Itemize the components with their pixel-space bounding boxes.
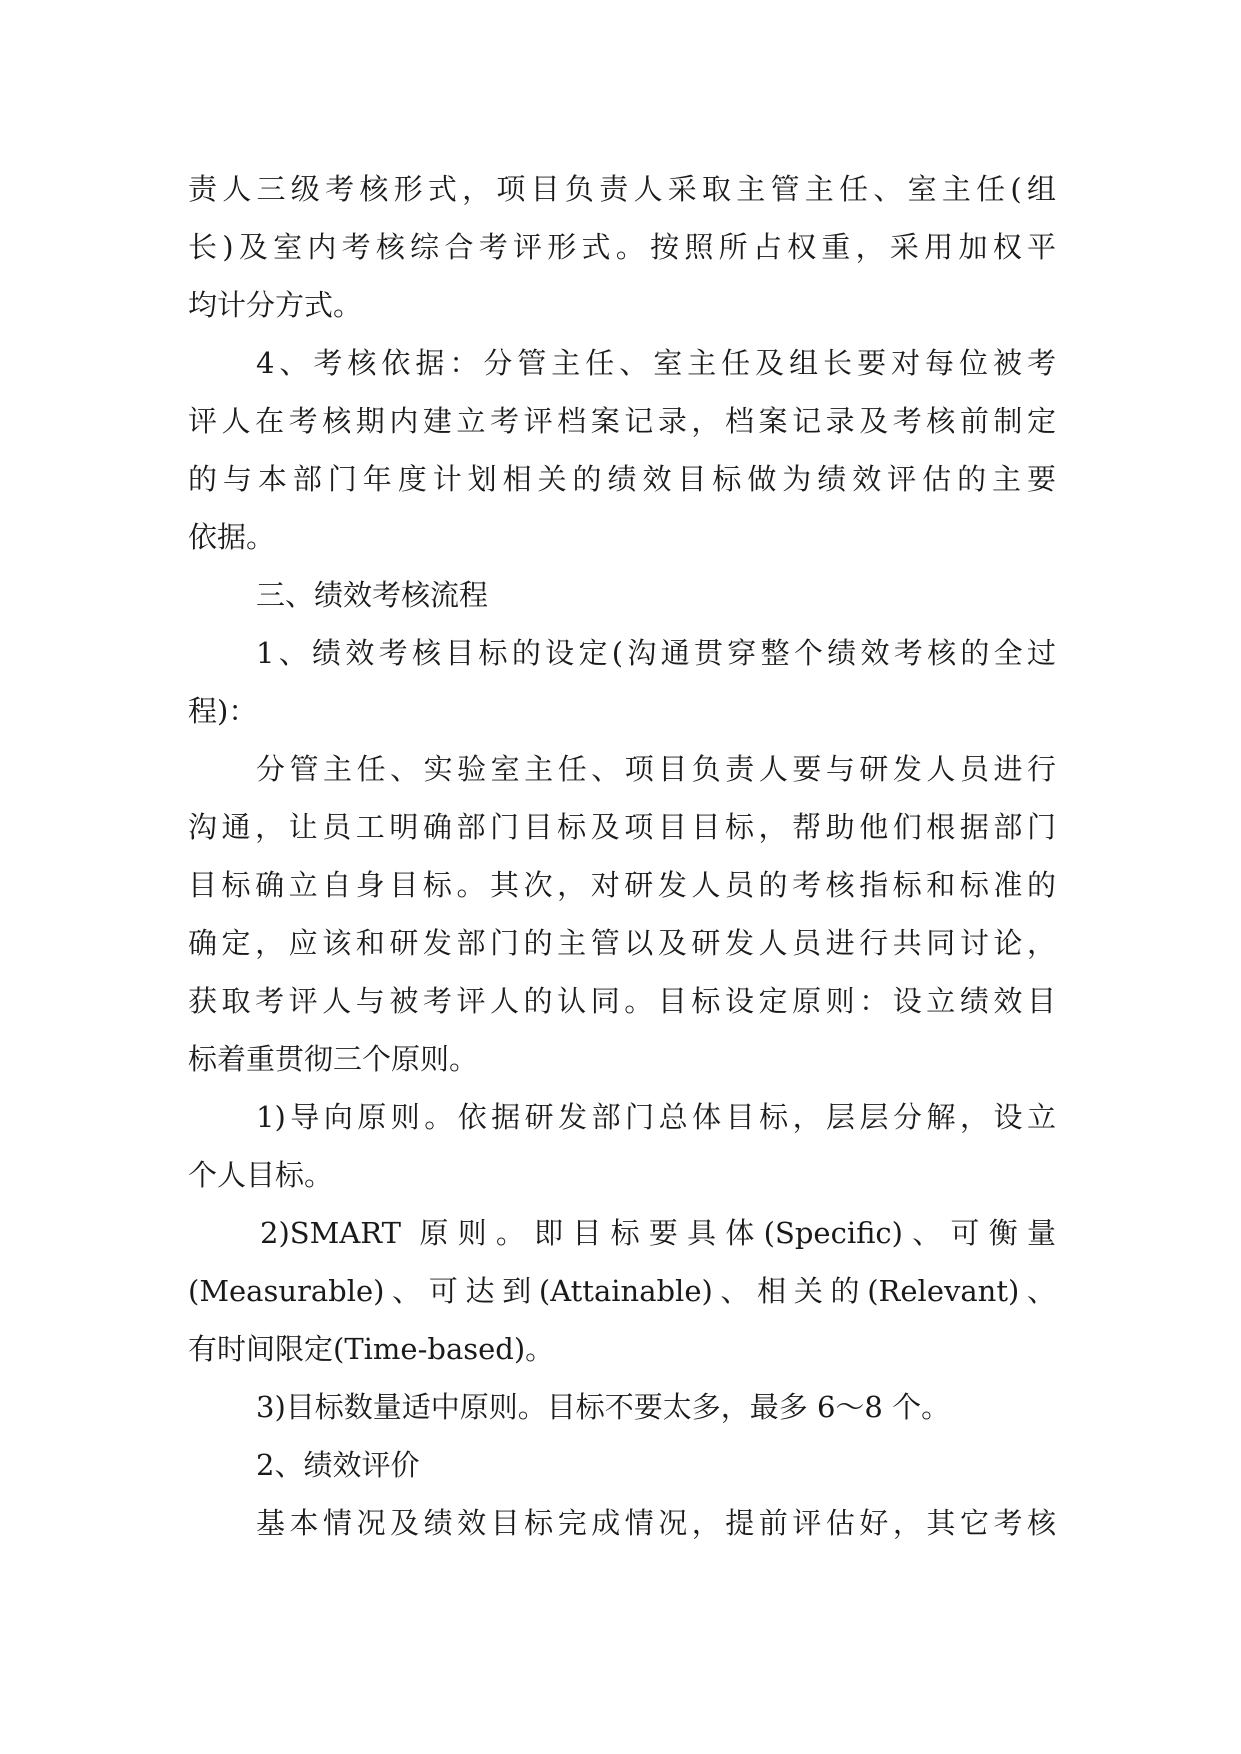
text-line: 目标确立自身目标。其次，对研发人员的考核指标和标准的 bbox=[188, 868, 1056, 902]
text-line: 的与本部门年度计划相关的绩效目标做为绩效评估的主要 bbox=[188, 462, 1056, 496]
text-line: 基本情况及绩效目标完成情况，提前评估好，其它考核 bbox=[256, 1506, 1056, 1540]
text-line: 有时间限定(Time-based)。 bbox=[188, 1332, 555, 1366]
text-line: (Measurable)、可达到(Attainable)、相关的(Relevant)、 bbox=[188, 1274, 1056, 1308]
text-line: 1)导向原则。依据研发部门总体目标，层层分解，设立 bbox=[256, 1100, 1056, 1134]
text-line: 依据。 bbox=[188, 520, 276, 554]
text-line: 沟通，让员工明确部门目标及项目目标，帮助他们根据部门 bbox=[188, 810, 1056, 844]
text-line: 长)及室内考核综合考评形式。按照所占权重，采用加权平 bbox=[188, 230, 1056, 264]
text-line: 责人三级考核形式，项目负责人采取主管主任、室主任(组 bbox=[188, 172, 1056, 206]
text-line: 标着重贯彻三个原则。 bbox=[188, 1042, 479, 1076]
text-line: 评人在考核期内建立考评档案记录，档案记录及考核前制定 bbox=[188, 404, 1056, 438]
section-heading: 2、绩效评价 bbox=[256, 1448, 420, 1482]
text-line: 均计分方式。 bbox=[188, 288, 363, 322]
text-line: 分管主任、实验室主任、项目负责人要与研发人员进行 bbox=[256, 752, 1056, 786]
section-heading: 三、绩效考核流程 bbox=[256, 578, 489, 612]
text-line: 个人目标。 bbox=[188, 1158, 334, 1192]
text-line: 2)SMART 原则。即目标要具体(Specific)、可衡量 bbox=[260, 1216, 1056, 1250]
text-line: 确定，应该和研发部门的主管以及研发人员进行共同讨论， bbox=[188, 926, 1056, 960]
text-line: 3)目标数量适中原则。目标不要太多，最多 6～8 个。 bbox=[256, 1390, 951, 1424]
text-line: 程)： bbox=[188, 694, 258, 728]
document-body bbox=[188, 160, 1056, 1552]
text-line: 获取考评人与被考评人的认同。目标设定原则：设立绩效目 bbox=[188, 984, 1056, 1018]
text-line: 4、考核依据：分管主任、室主任及组长要对每位被考 bbox=[256, 346, 1056, 380]
text-line: 1、绩效考核目标的设定(沟通贯穿整个绩效考核的全过 bbox=[256, 636, 1056, 670]
